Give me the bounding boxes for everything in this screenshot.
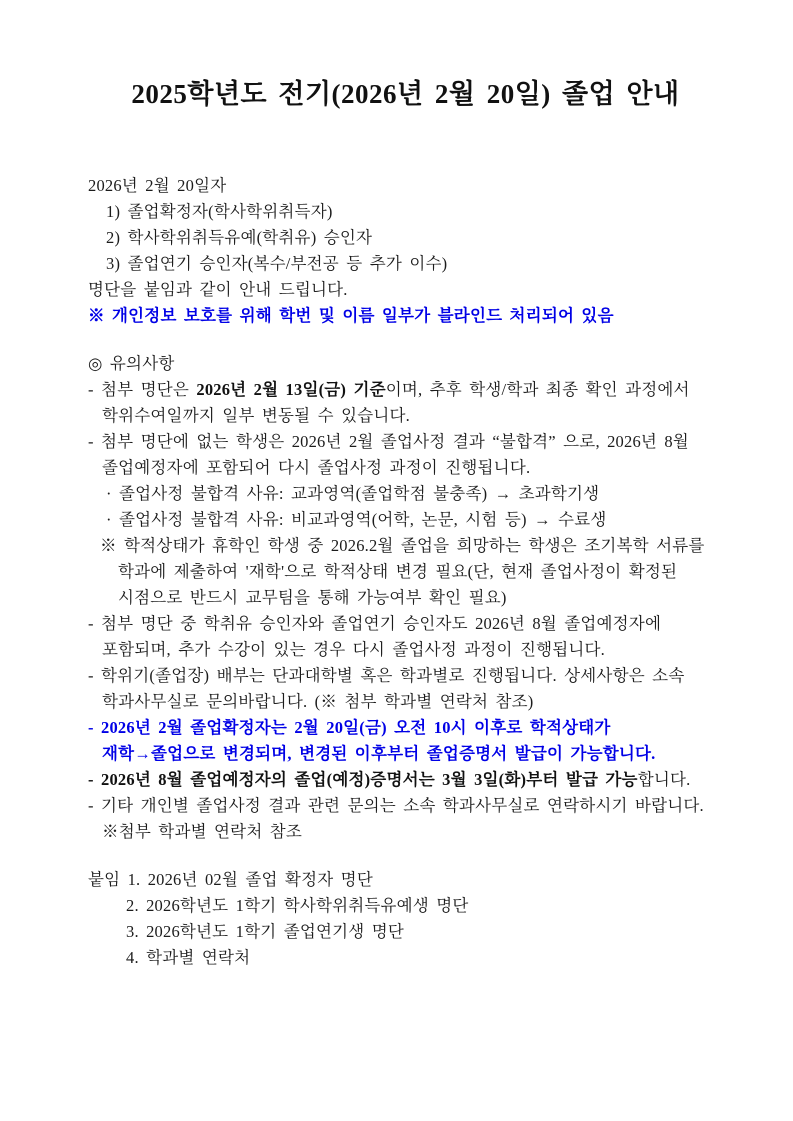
text-segment: · 졸업사정 불합격 사유: 비교과영역(어학, 논문, 시험 등) → 수료생 [106, 510, 607, 529]
text-segment: - 첨부 명단 중 학취유 승인자와 졸업연기 승인자도 2026년 8월 졸업예정자에 [88, 614, 662, 633]
text-segment: ※ 학적상태가 휴학인 학생 중 2026.2월 졸업을 희망하는 학생은 조기복학 서류를 [100, 536, 705, 555]
text-segment: 합니다. [637, 770, 691, 789]
paragraph-line [88, 225, 723, 251]
text-segment: - 2026년 8월 졸업예정자의 졸업(예정)증명서는 3월 3일(화)부터 발급 가능 [88, 770, 638, 789]
text-segment: 포함되며, 추가 수강이 있는 경우 다시 졸업사정 과정이 진행됩니다. [102, 640, 606, 659]
paragraph-line [88, 715, 723, 741]
paragraph-line [88, 303, 723, 329]
text-segment: ◎ 유의사항 [88, 354, 175, 373]
text-segment: 1) 졸업확정자(학사학위취득자) [106, 202, 333, 221]
paragraph-line [88, 919, 723, 945]
paragraph-line [88, 767, 723, 793]
paragraph-line [88, 251, 723, 277]
text-segment: 재학→졸업으로 변경되며, 변경된 이후부터 졸업증명서 발급이 가능합니다. [102, 744, 656, 763]
document-body [88, 173, 723, 971]
paragraph-line [88, 403, 723, 429]
paragraph-line [88, 689, 723, 715]
text-segment: 2. 2026학년도 1학기 학사학위취득유예생 명단 [126, 896, 469, 915]
text-segment: 3) 졸업연기 승인자(복수/부전공 등 추가 이수) [106, 254, 448, 273]
text-segment: 이며, 추후 학생/학과 최종 확인 과정에서 [385, 380, 690, 399]
paragraph-line [88, 945, 723, 971]
text-segment: 붙임 1. 2026년 02월 졸업 확정자 명단 [88, 870, 373, 889]
paragraph-line [88, 663, 723, 689]
text-segment: - 기타 개인별 졸업사정 결과 관련 문의는 소속 학과사무실로 연락하시기 바랍니다. [88, 796, 704, 815]
text-segment: 3. 2026학년도 1학기 졸업연기생 명단 [126, 922, 404, 941]
text-segment: 졸업예정자에 포함되어 다시 졸업사정 과정이 진행됩니다. [102, 458, 531, 477]
text-segment: 학과사무실로 문의바랍니다. (※ 첨부 학과별 연락처 참조) [102, 692, 534, 711]
paragraph-line [88, 377, 723, 403]
paragraph-line [88, 741, 723, 767]
paragraph-line [88, 893, 723, 919]
paragraph-line [88, 559, 723, 585]
paragraph-line [88, 533, 723, 559]
text-segment: 2) 학사학위취득유예(학취유) 승인자 [106, 228, 373, 247]
text-segment: - 2026년 2월 졸업확정자는 2월 20일(금) 오전 10시 이후로 학적상태가 [88, 718, 611, 737]
paragraph-line [88, 455, 723, 481]
paragraph-line [88, 199, 723, 225]
paragraph-line [88, 611, 723, 637]
text-segment: 학위수여일까지 일부 변동될 수 있습니다. [102, 406, 410, 425]
text-segment: 학과에 제출하여 '재학'으로 학적상태 변경 필요(단, 현재 졸업사정이 확정된 [118, 562, 678, 581]
paragraph-line [88, 867, 723, 893]
text-segment: 2026년 2월 13일(금) 기준 [196, 380, 386, 399]
paragraph-line [88, 429, 723, 455]
paragraph-line [88, 819, 723, 845]
paragraph-line [88, 173, 723, 199]
text-segment: 4. 학과별 연락처 [126, 948, 251, 967]
paragraph-line [88, 277, 723, 303]
text-segment: 명단을 붙임과 같이 안내 드립니다. [88, 280, 348, 299]
text-segment: 시점으로 반드시 교무팀을 통해 가능여부 확인 필요) [118, 588, 507, 607]
paragraph-line [88, 507, 723, 533]
text-segment: - 첨부 명단은 [88, 380, 197, 399]
text-segment: - 학위기(졸업장) 배부는 단과대학별 혹은 학과별로 진행됩니다. 상세사항은 소속 [88, 666, 685, 685]
paragraph-line [88, 481, 723, 507]
text-segment: ※첨부 학과별 연락처 참조 [102, 822, 303, 841]
paragraph-line [88, 585, 723, 611]
paragraph-line [88, 793, 723, 819]
text-segment: 2026년 2월 20일자 [88, 176, 227, 195]
text-segment: · 졸업사정 불합격 사유: 교과영역(졸업학점 불충족) → 초과학기생 [106, 484, 600, 503]
text-segment: ※ 개인정보 보호를 위해 학번 및 이름 일부가 블라인드 처리되어 있음 [88, 306, 614, 325]
document-title: 2025학년도 전기(2026년 2월 20일) 졸업 안내 [131, 79, 680, 109]
paragraph-line [88, 351, 723, 377]
text-segment: - 첨부 명단에 없는 학생은 2026년 2월 졸업사정 결과 “불합격” 으로, 2026년 8월 [88, 432, 689, 451]
paragraph-line [88, 637, 723, 663]
